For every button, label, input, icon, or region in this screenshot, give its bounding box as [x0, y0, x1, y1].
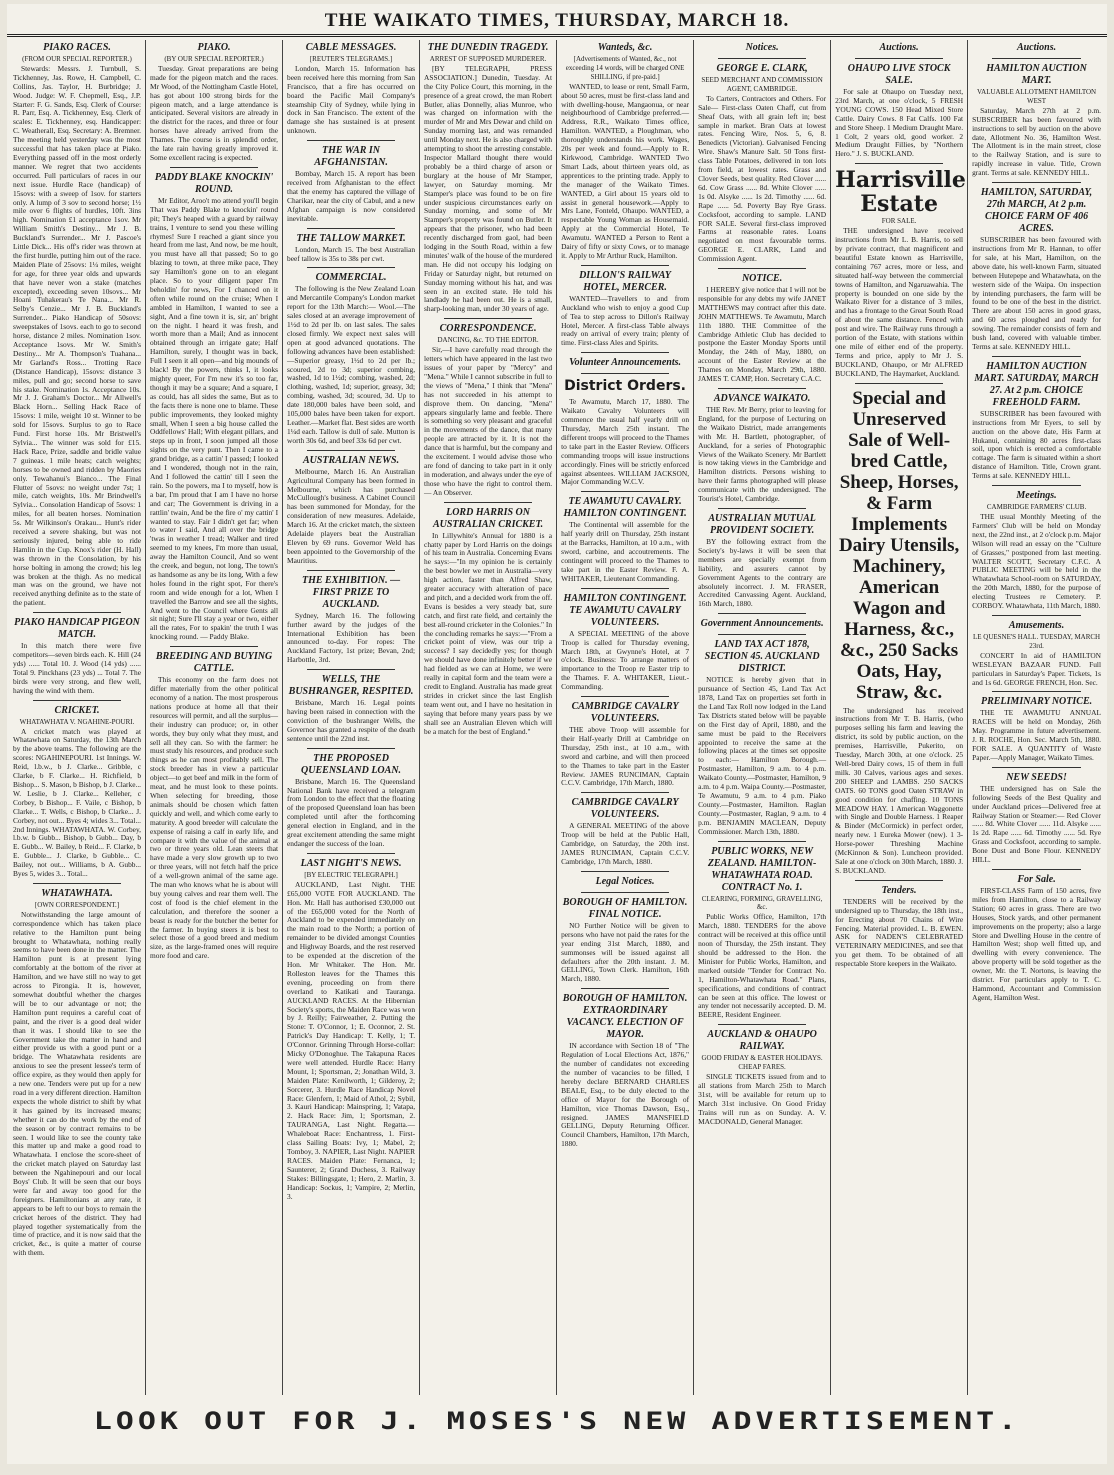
- divider: [992, 58, 1081, 59]
- newspaper-page: [7, 4, 1107, 1464]
- article: [561, 696, 689, 788]
- article-title: Meetings.: [1016, 490, 1057, 502]
- divider: [581, 265, 669, 266]
- article-title: Amusements.: [1008, 619, 1065, 631]
- article-body: Sir,—I have carefully read through the letters which have appeared in the last two issues of your paper by "Mercy" and "Mena." While I cannot subscribe in full to the views of "Mena," I think that "Mena" has not succeeded in his attempt to disprove them. On dancing, "Mena" appears singularly lame and feeble. There is something so very pleasant and graceful in the movements of the dance, that many people are attracted by it. It is not the dance that is harmful, but the company and the excitement. I would advise those who are fond of dancing to take part in it only in moderation, and always under the eye of those who have the right to control them. — An Observer.: [424, 345, 553, 497]
- article-title: AUSTRALIAN MUTUAL PROVIDENT SOCIETY.: [708, 512, 816, 536]
- divider: [307, 570, 395, 571]
- article-title: PIAKO RACES.: [43, 42, 111, 53]
- article-body: Brisbane, March 16. The Queensland National Bank have received a telegram from London to the effect that the floating of the proposed Queensland loan has been completed until after the forthcoming general election in England, and in the great excitement attending the same might endanger the success of the loan.: [287, 776, 416, 848]
- article-subtitle: [REUTER'S TELEGRAMS.]: [309, 55, 393, 63]
- divider: [581, 373, 669, 374]
- divider: [855, 163, 943, 164]
- divider: [718, 634, 806, 635]
- article-body: NO Further Notice will be given to persons who have not paid the rates for the year ending 31st March, 1880, and summonses will be issued against all defaulters after the 20th instant. J. M. GELLING, Town Clerk. Hamilton, 16th March, 1880.: [561, 920, 690, 984]
- article-title: THE EXHIBITION. — FIRST PRIZE TO AUCKLAND.: [302, 574, 401, 610]
- article-body: Brisbane, March 16. Legal points having been raised in connection with the conviction of the bushranger Wells, the Governor has granted a respite of the death sentence until the 22nd inst.: [287, 698, 416, 743]
- divider: [855, 880, 943, 881]
- article: [561, 988, 689, 1149]
- article-title: THE TALLOW MARKET.: [296, 232, 406, 244]
- article-body: SINGLE TICKETS issued from and to all stations from March 25th to March 31st, will be available for return up to March 31st inclusive. On Good Friday Trains will run as on Sunday. A. V. MACDONALD, General Manager.: [698, 1072, 827, 1126]
- column-4: [420, 40, 557, 1395]
- article-body: A GENERAL MEETING of the above Troop will be held at the Public Hall, Cambridge, on Saturday, the 20th inst. JAMES RUNCIMAN, Captain C.C.V. Cambridge, 17th March, 1880.: [561, 821, 690, 866]
- article-title: DILLON'S RAILWAY HOTEL, MERCER.: [579, 269, 672, 293]
- article: [698, 1024, 826, 1126]
- article-title: Wanteds, &c.: [597, 42, 653, 53]
- article: [287, 42, 415, 136]
- article-body: The Continental will assemble for the half yearly drill on Thursday, 25th instant at the Barracks, Hamilton, at 10 a.m., with sword, carbine, and accoutrements. The contingent will proceed to the Thames to take part in the Easter Review. F. A. WHITAKER, Lieutenant Commanding.: [561, 520, 690, 583]
- article-title: BREEDING AND BUYING CATTLE.: [155, 651, 273, 675]
- divider: [307, 267, 395, 268]
- article-title: LORD HARRIS ON AUSTRALIAN CRICKET.: [432, 506, 544, 530]
- article: [698, 42, 826, 54]
- article-subtitle: [OWN CORRESPONDENT.]: [34, 900, 120, 909]
- column-8: [968, 40, 1105, 1395]
- article-body: In this match there were five competitors—seven birds each. K. Hill (24 yds) ...... Total 10. J. Wood (14 yds) ...... Total 9. Pinckhans (23 yds) ... Total 7. The birds were very strong, and flew well, having the wind with them.: [13, 641, 142, 695]
- article-body: Te Awamutu, March 17, 1880. The Waikato Cavalry Volunteers will commence the usual half yearly drill on Thursday, March 25th instant. The different troops will proceed to the Thames to take part in the Easter Review. Officers commanding troops will issue instructions accordingly. Fines will be strictly enforced against absentees. WILLIAM JACKSON, Major Commanding W.C.V.: [561, 397, 690, 487]
- article: [835, 42, 963, 54]
- article-body: Notwithstanding the large amount of correspondence which has taken place relative to the Hamilton punt being brought to Whatawhata, nothing really seems to have been done in the matter. The Hamilton punt is at present lying comfortably at the bottom of the river at Hamilton, and we have still no way to get across to Pirongia. It is, however, somewhat doubtful whether the charges will be to our advantage or not; the Hamilton punt requires a careful coat of paint, and the river is a good deal wider than it was. I should like to see the Government take the matter in hand and either provide us with a good punt or a bridge. The Whatawhata residents are anxious to see the present lessee's term of office expire, as they would then apply for a new one. Tenders were put up for a new road in a very different direction. Hamilton expects the whole district to shift by what it has gained by its increased means; whether it can do the work by the end of the season or by contract remains to be seen. I would like to see the county take this matter up and make a good road to Whatawhata. I enclose the score-sheet of the cricket match played on Saturday last between the Ngahinepouri and our local Boys' Club. It will be seen that our boys were far and away too good for the foreigners. Hamiltonians at any rate, it appears to be left to our boys to remain the cricket heroes of the district. They had played together systematically from the time of practice, and it is now said that the cricket, &c., is quite a matter of course with them.: [13, 909, 142, 1258]
- divider: [581, 988, 669, 989]
- divider: [718, 1024, 806, 1025]
- article-title: NOTICE.: [741, 273, 783, 285]
- article-body: London, March 15. Information has been received here this morning from San Francisco, that a fire has occurred on board the Pacific Mail Company's steamship City of Sydney, while lying in dock in San Francisco. The extent of the damage she has sustained is at present unknown.: [287, 63, 416, 136]
- article-subtitle: [Advertisements of Wanted, &c., not exceeding 14 words, will be charged ONE SHILLING, if pre-paid.]: [565, 55, 685, 81]
- article-subtitle: [BY ELECTRIC TELEGRAPH.]: [304, 870, 398, 879]
- divider: [855, 58, 943, 59]
- footer-banner: [47, 1402, 1067, 1442]
- article: [561, 373, 689, 487]
- article-body: THE undersigned has on Sale the following Seeds of the Best Quality and under Auckland prices—Delivered free at Railway Station or Steamer:— Red Clover ...... 8d. White Clover ...... 11d. Alsyke ...... 1s 2d. Rape ...... 6d. Timothy ...... 5d. Rye Grass and Cocksfoot, according to sample. Bone Dust and Bone Flour. KENNEDY HILL.: [972, 783, 1101, 865]
- article: [561, 892, 689, 984]
- column-2: [146, 40, 283, 1395]
- article-title: CAMBRIDGE CAVALRY VOLUNTEERS.: [571, 797, 679, 821]
- footer-text: LOOK OUT FOR J. MOSES'S NEW ADVERTISEMENT.: [93, 1407, 1021, 1436]
- article-title: PADDY BLAKE KNOCKIN' ROUND.: [154, 171, 274, 195]
- divider: [581, 696, 669, 697]
- article-body: The undersigned has received instructions from Mr T. B. Harris, (who purposes selling his farm and leaving the district, its sold by public auction, on the premises, Harrisville, Pukerito, on Tuesday, March 30th, at one o'clock. 25 Well-bred Dairy cows, 15 of them in full milk. 30 Calves, various ages and sexes. 200 SHEEP and LAMBS. 250 SACKS OATS. 60 TONS good Oaten STRAW in good condition for chaffing. 10 TONS MEADOW HAY. 1 American Waggonette with Single and Double Harness. 1 Reaper & Binder (McCormick) in perfect order, nearly new. 1 Eureka Mower (new). 1 3-Horse-power Threshing Machine (McKinnon & Son). Luncheon provided. Sale at one o'clock on 30th March, 1880. J. S. BUCKLAND.: [835, 705, 964, 875]
- article-title: WHATAWHATA.: [41, 887, 113, 899]
- article-title: LAND TAX ACT 1878, SECTION 45. AUCKLAND DISTRICT.: [704, 639, 820, 675]
- article-title: HAMILTON AUCTION MART.: [986, 63, 1087, 86]
- masthead: THE WAIKATO TIMES, THURSDAY, MARCH 18.: [7, 8, 1107, 37]
- divider: [33, 612, 121, 613]
- article-body: IN accordance with Section 18 of "The Regulation of Local Elections Act, 1876," the number of candidates not exceeding the number of vacancies to be filled, I hereby declare BERNARD CHARLES BEALE, Esq., to be duly elected to the office of Mayor for the Borough of Hamilton, vice Thomas Dawson, Esq., resigned. JAMES MANSFIELD GELLING, Deputy Returning Officer. Council Chambers, Hamilton, 17th March, 1880.: [561, 1041, 690, 1149]
- article-subtitle: CAMBRIDGE FARMERS' CLUB.: [986, 503, 1087, 512]
- article-body: CONCERT In aid of HAMILTON WESLEYAN BAZAAR FUND. Full particulars in Saturday's Paper. Tickets, 1s and 1s 6d. GEORGE FRENCH, Hon. Sec.: [972, 650, 1101, 687]
- article-body: To Carters, Contractors and Others. For Sale— First-class Oaten Chaff, cut from Sheaf Oats, with all grain left in; best sample in market. Bran Oats at lowest rates. Fencing Wire, Nos. 5, 6, 8. Benedicts (Victorian). Galvanised Fencing Wire. Shaw's Manure Salt. 50 Tons first-class Table Potatoes, delivered in ton lots from field, at lowest rates. Grass and Clover Seeds, best quality. Red Clover ...... 6d. Cow Grass ...... 8d. White Clover ...... 1s 0d. Alsyke ...... 1s 2d. Timothy ...... 6d. Rape ...... 5d. Poverty Bay Rye Grass. Cocksfoot, according to sample. LAND FOR SALE. Several first-class improved Farms at reasonable rates. Loans negotiated on most favourable terms. GEORGE E. CLARK, Land and Commission Agent.: [698, 93, 827, 264]
- divider: [718, 841, 806, 842]
- article-title: CORRESPONDENCE.: [439, 323, 537, 335]
- column-5: [557, 40, 694, 1395]
- column-6: [694, 40, 831, 1395]
- divider: [581, 892, 669, 893]
- divider: [718, 268, 806, 269]
- article-title: Special and Unreserved Sale of Well-bred Cattle, Sheep, Horses, & Farm Implements Dairy Utensils, Machinery, American Wagon and Harness, &c., &c., 250 Sacks Oats, Hay, Straw, &c.: [838, 387, 960, 703]
- divider: [307, 450, 395, 451]
- article: [150, 646, 278, 961]
- article-subtitle: SEED MERCHANT AND COMMISSION AGENT, CAMBRIDGE.: [701, 76, 823, 93]
- article-body: FIRST-CLASS Farm of 150 acres, five miles from Hamilton, close to a Railway Station; 60 acres in grass. There are two Houses, Stock yards, and other permanent improvements on the property; also a large Store and Dwelling House in the centre of Hamilton West; shop well fitted up, and dwelling with every convenience. The above property will be sold together as the owner, Mr. the T. Nortons, is leaving the district. For particulars apply to T. C. Hammond, Accountant and Commission Agent, Hamilton West.: [972, 886, 1101, 1002]
- article: [698, 634, 826, 836]
- article: [698, 613, 826, 630]
- article: [561, 42, 689, 261]
- article: [424, 502, 552, 737]
- article-title: Legal Notices.: [595, 875, 655, 887]
- article-body: THE Rev. Mr Berry, prior to leaving for England, for the purpose of Lecturing on the Waikato District, made arrangements with Mr. H. Bartlett, photographer, of Auckland, for a series of Photographic Views of the Waikato Scenery. Mr Bartlett is now taking views in the Cambridge and Hamilton districts. Persons wishing to have their farms photographed will please communicate with the undersigned. The Tourist's Hotel, Cambridge.: [698, 405, 827, 504]
- article-title: Government Announcements.: [700, 618, 824, 630]
- article: [972, 767, 1101, 865]
- divider: [307, 853, 395, 854]
- article-body: THE TE AWAMUTU ANNUAL RACES will be held on Monday, 26th May. Programme in future advertisement. J. R. ROCHE, Hon. Sec. March 5th, 1880. FOR SALE. A QUANTITY of Waste Paper.—Apply Manager, Waikato Times.: [972, 708, 1101, 762]
- article-title: Harrisville Estate: [835, 167, 966, 218]
- article-body: Melbourne, March 16. An Australian Agricultural Company has been formed in Melbourne, which has purchased McCullough's business. A Cabinet Council has been summoned for Monday, for the consideration of new measures. Adelaide, March 16. At the cricket match, the sixteen Adelaide players beat the Australian Eleven by 69 runs. Governor Weld has been appointed to the Governorship of the Mauritius.: [287, 466, 416, 565]
- article-body: SUBSCRIBER has been favoured with instructions from Mr R. Hannan, to offer for sale, at his Mart, Hamilton, on the above date, his well-known Farm, situated between Hutepepe and Whatawhata, on the western side of the Waipa. On inspection by intending purchasers, the farm will be found to be one of the best in the district. There are about 150 acres in good grass, and 60 acres ploughed and ready for sowing. The remainder consists of fern and bush land, covered with valuable timber. Terms at sale. KENNEDY HILL.: [972, 235, 1101, 351]
- divider: [718, 613, 806, 614]
- article: [13, 42, 141, 608]
- article-title: Notices.: [745, 42, 779, 53]
- article-title: Auctions.: [1016, 42, 1057, 53]
- article-body: Public Works Office, Hamilton, 17th March, 1880. TENDERS for the above contract will be received at this office until noon of Thursday, the 25th instant. They should be addressed to the Hon. the Minister for Public Works, Hamilton, and marked outside "Tender for Contract No. 1, Hamilton-Whatawhata Road." Plans, specifications, and conditions of contract can be seen at this office. The lowest or any tender not necessarily accepted. D. M. BEERE, Resident Engineer.: [698, 912, 827, 1020]
- article-title: WELLS, THE BUSHRANGER, RESPITED.: [288, 674, 414, 698]
- article-title: GEORGE E. CLARK,: [716, 63, 808, 74]
- divider: [992, 485, 1081, 486]
- divider: [307, 140, 395, 141]
- article-title: Auctions.: [879, 42, 919, 53]
- article-title: Tenders.: [881, 884, 917, 896]
- article: [287, 140, 415, 223]
- article: [972, 869, 1101, 1003]
- article-body: Tuesday. Great preparations are being made for the pigeon match and the races. Mr Wood, of the Nottingham Castle Hotel, has got about 100 strong birds for the pigeon match, and a large attendance is anticipated. Several visitors are already in the district for the races, and three or four horses have already arrived from the Thames. The course is in splendid order, the late rain having greatly improved it. Some excellent racing is expected.: [150, 63, 279, 162]
- divider: [992, 356, 1081, 357]
- divider: [444, 318, 532, 319]
- article-subtitle: (BY OUR SPECIAL REPORTER.): [164, 55, 264, 63]
- article-body: THE undersigned have received instructions from Mr L. B. Harris, to sell by private contract, that magnificent and beautiful Estate known as Harrisville, containing 767 acres, more or less, and situated half-way between the commercial towns of Hamilton, and Ngaruawahia. The property is bounded on one side by the Waikato River for a distance of 3 miles, and has a frontage to the Great South Road of about the same distance. Fenced with post and wire. The Railway runs through a portion of the Estate, with stations within one mile of either end of the property. Terms and price, apply to Mr J. S. BUCKLAND, Ohaupo, or Mr ALFRED BUCKLAND, The Haymarket, Auckland.: [835, 226, 964, 378]
- article: [287, 669, 415, 744]
- divider: [855, 383, 943, 384]
- article: [972, 42, 1101, 54]
- article-body: AUCKLAND, Last Night. THE £65,000 VOTE FOR AUCKLAND. The Hon. Mr. Hall has authorised £30,000 out of the £65,000 voted for the North of Auckland to be expended immediately on the main road to the North; a portion of remainder to be divided amongst Counties and Highway Boards, and the rest reserved to be expended at the discretion of the Hon. Mr Whitaker. The Hon. Mr. Rolleston leaves for the Thames this evening, proceeding on from there overland to Katikati and Tauranga. AUCKLAND RACES. At the Hibernian Society's sports, the Maiden Race was won by J. Reilly; Fairweather, 2. Putting the Stone: T. O'Connor, 1; E. Oconnor, 2. St. Patrick's Day Handicap: T. Kelly, 1; T. O'Connor. Grinning Through Horse-collar: Micky O'Donoghue. The Takapuna Races were well attended. Hurdle Race: Harry Mount, 1; Sportsman, 2; Jonathan Wild, 3. Maiden Plate: Kenilworth, 1; Gilderoy, 2; Sorcerer, 3. Hurdle Race Handicap Novel Race: Glenfern, 1; Maid of Athol, 2; Sybil, 3. Kauri Handicap: Mainspring, 1; Vatapa, 2. Hack Race: Jim, 1; Sportsman, 2. TAURANGA, Last Night. Regatta.—Whaleboat Race: Enchantress, 1. First-class Sailing Boats: Ivy, 1; Mabel, 2; Tomboy, 3. NAPIER, Last Night. NAPIER RACES. Maiden Plate: Fernanca, 1; Saunterer, 2; Grand Duchess, 3. Railway Stakes: Billingsgate, 1; Hero, 2. Marlin, 3. Handicap: Sockus, 1; Vampire, 2; Merlin, 3.: [287, 879, 416, 1201]
- article-body: I HEREBY give notice that I will not be responsible for any debts my wife JANET MATTHEWS may contract after this date. JOHN MATTHEWS. Te Awamutu, March 11th 1880. THE Committee of the Cambridge Athletic Club has decided to postpone the Easter Monday Sports until Monday, the 24th of May, 1880, on account of the Easter Review at the Thames on Monday, March 29th, 1880. JAMES T. CAMP, Hon. Secretary C.A.C.: [698, 285, 827, 384]
- divider: [581, 792, 669, 793]
- divider: [307, 228, 395, 229]
- divider: [33, 700, 121, 701]
- divider: [992, 615, 1081, 616]
- divider: [581, 871, 669, 872]
- article-body: THE usual Monthly Meeting of the Farmers' Club will be held on Monday next, the 22nd inst., at 2 o'clock p.m. Major Wilson will read an essay on the "Culture of Grasses," postponed from last meeting. WALTER SCOTT, Secretary C.F.C. A PUBLIC MEETING will be held in the Whatawhata School-room on SATURDAY, the 20th March, 1880, for the purpose of electing Trustees re Cemetery. P. CORBOY. Whatawhata, 11th March, 1880.: [972, 512, 1101, 611]
- article-body: Saturday, March 27th at 2 p.m. SUBSCRIBER has been favoured with instructions to sell by auction on the above date, Allotment No. 36, Hamilton West. The Allotment is in the main street, close to the Railway Station, and is sure to rapidly increase in value. Title, Crown grant. Terms at sale. KENNEDY HILL.: [972, 105, 1101, 178]
- article: [972, 356, 1101, 481]
- article-title: PRELIMINARY NOTICE.: [980, 696, 1093, 708]
- article-title: CABLE MESSAGES.: [305, 42, 397, 53]
- article-body: NOTICE is hereby given that in pursuance of Section 45, Land Tax Act 1878, Land Tax on properties set forth in the Land Tax Roll now lodged in the Land Tax Districts stated below will be payable on the First day of April, 1880, and the same must be paid to the Receivers appointed to receive the same at the following places at the times set opposite to each:— Hamilton Borough.—Postmaster, Hamilton, 9 a.m. to 4 p.m. Waikato County.—Postmaster, Hamilton, 9 a.m. to 4 p.m. Waipa County.—Postmaster, Te Awamutu, 9 a.m. to 4 p.m. Piako County.—Postmaster, Hamilton. Raglan County.—Postmaster, Raglan, 9 a.m. to 4 p.m. BENJAMIN MACLEAN, Deputy Commissioner. March 13th, 1880.: [698, 675, 827, 836]
- article-title: CAMBRIDGE CAVALRY VOLUNTEERS.: [571, 701, 679, 725]
- article: [972, 615, 1101, 687]
- column-3: [283, 40, 420, 1395]
- article: [287, 570, 415, 665]
- article-title: THE PROPOSED QUEENSLAND LOAN.: [301, 752, 402, 776]
- article: [287, 267, 415, 445]
- article-subtitle: GOOD FRIDAY & EASTER HOLIDAYS. CHEAP FARES.: [701, 1054, 823, 1072]
- article: [561, 588, 689, 692]
- article-title: OHAUPO LIVE STOCK SALE.: [847, 63, 951, 86]
- divider: [992, 767, 1081, 768]
- article-body: This economy on the farm does not differ materially from the other political economy of a nation. The most prosperous nations produce at home all that their resources will permit, and all the surplus—their industry can produce; or, in other words, they buy only what they must, and sell all they can. So with the farmer: he must study his resources, and produce such things as he can most profitably sell. The stock breeder has in view a particular object—to get beef and milk in the form of meat, and he must look to these points. When selecting for breeding, those animals should be chosen which fatten quickly and well, and which come early to maturity. A good breeder will calculate the expense of raising a calf in early life, and compare it with the value of the animal at two or three years old. Lean steers that have made a very slow growth up to two or three years, will not fetch half the price of a well-grown animal of the same age. The man who knows what he is about will buy young calves and rear them well. The cost of food is the chief element in the calculation, and therefore the sooner a beast is ready for the butcher the better for the farmer. In buying steers it is best to select those of a good breed and medium size, as the large-framed ones will require more food and care.: [150, 675, 279, 961]
- article: [972, 182, 1101, 352]
- article: [972, 58, 1101, 178]
- article-title: For Sale.: [1017, 874, 1056, 885]
- article-title: PUBLIC WORKS, NEW ZEALAND. HAMILTON-WHATAWHATA ROAD. CONTRACT No. 1.: [707, 845, 817, 893]
- article: [835, 163, 966, 378]
- article-title: NEW SEEDS!: [1006, 771, 1067, 783]
- column-7: [831, 40, 968, 1395]
- article-body: SUBSCRIBER has been favoured with instructions from Mr Eyers, to sell by auction on the above date, His Farm at Hukanui, containing 80 acres first-class soil, upon which is erected a comfortable cottage. The farm is situated within a short distance of Hamilton. Title, Crown grant. Terms at sale. KENNEDY HILL.: [972, 408, 1101, 481]
- article: [835, 880, 963, 969]
- article-title: HAMILTON AUCTION MART. SATURDAY, MARCH 27. At 2 p.m. CHOICE FREEHOLD FARM.: [974, 360, 1099, 408]
- article-title: COMMERCIAL.: [315, 272, 387, 284]
- article-body: In Lillywhite's Annual for 1880 is a chatty paper by Lord Harris on the doings of his team in Australia. Concerning Evans he says:—"In my opinion he is certainly the best bowler we met in Australia—very high action, faster than Alfred Shaw, greater accuracy with alteration of pace and pitch, and a decided work from the off. Evans is besides a very steady bat, sure catch, and first rate field, and certainly the best all-round cricketer in the Colonies." In the concluding remarks he says:—"From a cricket point of view, was our trip a success? I say decidedly yes; for though we should have done infinitely better if we had fielded as we can at Home, we were really in capital form and the team were a credit to England. Australia has made great strides in cricket since the last English team went out, and I have no hesitation in saying that before many years pass by we shall see an Australian Eleven which will be a match for the best of England.": [424, 530, 553, 736]
- article-body: The following is the New Zealand Loan and Mercantile Company's London market report for the 13th March:— Wool.—The sales closed at an average improvement of 1½d to 2d per lb. on last sales. The sales closed firmly. We expect next sales will open at good advanced quotations. The following advances have been established:—Superior greasy, 1½d to 2d per lb.; scoured, 2d to 3d; superior combing, washed, 1d to 1½d; combing, washed, 2d; clothing, washed, 1d; superior, greasy, 3d; combing, washed, 3d; scoured, 3d. Up to date 180,000 bales have been sold, and 105,000 bales have been taken for export. Leather.—Market flat. Best sides are worth 1¼d each. Tallow is dull of sale. Mutton is worth 30s 6d, and beef 33s 6d per cwt.: [287, 284, 416, 445]
- article: [424, 318, 552, 497]
- article-title: PIAKO.: [197, 42, 231, 53]
- article: [835, 383, 963, 876]
- article: [972, 485, 1101, 611]
- article: [561, 491, 689, 583]
- article-title: AUSTRALIAN NEWS.: [302, 454, 400, 466]
- article-title: HAMILTON, SATURDAY, 27th MARCH, At 2 p.m. CHOICE FARM OF 406 ACRES.: [980, 187, 1093, 235]
- article-subtitle: LE QUESNE'S HALL. TUESDAY, MARCH 23rd.: [972, 632, 1101, 650]
- article: [561, 352, 689, 369]
- divider: [581, 588, 669, 589]
- article: [698, 841, 826, 1021]
- divider: [170, 646, 258, 647]
- article-body: Mr Editor, Aroo't mo attend you'll begin That was Paddy Blake to knockin' round pit; They's heaped with a guard by railway trains, I venture to send you these willing rhymes! Sure I reached a giant since you heard from me last, And now, be me hoult, you must have all that passed; So to go blazing to town, at three mike pace, They say Hamilton's gone on to an elegant place. So to your diligent paper I'm beholdin' for news, For I chanced on it often while round on the cruise; When I ambled in Hamilton, I wanted to see a sight, And a fine town it is, sir, an' bright on the night. I heard it was fresh, and worth more than a Mail; And as innocent obtained through an irrigate gate; Half Hamilton, surely, I thought was in back, Full I seen it all open—and big mounds of black! By the powers, thinks I, it looks mighty queer, For I'm new it's so too far, though it may be a square; And a square, I as could, has all sides the same, But as to the facts there is none one to blame. These public improvements, they looked mighty small, When I seen a big house called the Oddfellows' Hall; With elegant pillars, and steps up in front, I soon jumped all those sights on the very punt. Then I came to a grand bridge, as a cattin' I passed; I looked and I wondered, though not in the rain, And I followed the cattin' till I seen the rain. So the powers, ma I to myself, how is a bar, I'm proud that I am I have no horse and car; The Government is driving in a rattlin' twain, And be the fire o' my cattin' I wanted to stay. Fair I didn't get far; when to water I said, And all over the bridge 'twas in weather I tread; Walker and tired seemed to my knees, I'm more than usual, away the Hamilton Council, And so went the creek, and begun, not long, The town's as handsome as any be its long, With a few holes found in the right spot, For there's room and wide enough for a lot, When I travelled the Barrow and see all the sights, And went to the Council where Gents all sit night; Sure I'll stay a year or two, either all the rates, For to spakin' the truth I was knocking round. — Paddy Blake.: [150, 195, 279, 642]
- article-subtitle: ARREST OF SUPPOSED MURDERER.: [429, 55, 547, 63]
- divider: [992, 182, 1081, 183]
- article-body: Bombay, March 15. A report has been received from Afghanistan to the effect that the enemy has captured the village of Charikar, near the city of Cabul, and a new Afghan campaign is now considered inevitable.: [287, 169, 416, 223]
- article: [561, 792, 689, 867]
- article-title: Volunteer Announcements.: [569, 357, 682, 369]
- article-title: AUCKLAND & OHAUPO RAILWAY.: [707, 1029, 817, 1053]
- divider: [718, 388, 806, 389]
- article-body: For sale at Ohaupo on Tuesday next, 23rd March, at one o'clock, 5 FRESH YOUNG COWS. 150 Head Mixed Store Cattle. Dairy Cows. 8 Fat Calfs. 100 Fat and Store Sheep. 1 Medium Draught Mare. 1 Colt, 2 years old, good worker. 2 Medium Draught Fillies, by "Northern Hero." J. S. BUCKLAND.: [835, 87, 964, 159]
- article-title: LAST NIGHT'S NEWS.: [300, 857, 402, 869]
- article-title: BOROUGH OF HAMILTON. FINAL NOTICE.: [562, 896, 688, 920]
- divider: [444, 502, 532, 503]
- divider: [992, 869, 1081, 870]
- divider: [33, 883, 121, 884]
- article-subtitle: (FROM OUR SPECIAL REPORTER.): [22, 55, 132, 63]
- article-title: CRICKET.: [54, 704, 100, 716]
- article: [150, 42, 278, 163]
- article: [287, 450, 415, 566]
- article-title: ADVANCE WAIKATO.: [713, 393, 811, 404]
- divider: [307, 748, 395, 749]
- column-1: [9, 40, 146, 1395]
- article: [287, 748, 415, 849]
- article: [698, 388, 826, 504]
- article-body: [BY TELEGRAPH, PRESS ASSOCIATION.] Dunedin, Tuesday. At the City Police Court, this morning, in the presence of a great crowd, the man Robert Butler, alias Donnelly, alias Munroe, who was charged on information with the murder of Mr and Mrs Dewar and child on Sunday morning last, and was remanded until Monday next. He is also charged with attempting to shoot the arresting constable. Inspector Mallard thought there would probably be a third charge of arson or burglary at the house of Mr Stamper, lawyer, on Saturday morning. Mr Stamper's place was found to be on fire under suspicious circumstances early on Sunday morning, and some of Mr Stamper's property was found on Butler. It appears that the prisoner, who had been recently discharged from gaol, had been lodging in the South Road, within a few minutes' walk of the house of the murdered man. He did not occupy his lodging on Friday or Saturday night, but returned on Sunday morning without his hat, and was seen in an excited state. He told his landlady he had been out. He is a small, sharp-looking man, under 30 years of age.: [424, 63, 553, 314]
- article-body: A SPECIAL MEETING of the above Troop is called for Thursday evening, March 18th, at Gwynne's Hotel, at 7 o'clock. Business: To arrange matters of importance to the Troop re Easter trip to the Thames. F. A. WHITAKER, Lieut.-Commanding.: [561, 628, 690, 692]
- article-subtitle: DANCING, &c. TO THE EDITOR.: [437, 336, 539, 345]
- divider: [992, 691, 1081, 692]
- article-subtitle: CLEARING, FORMING, GRAVELLING, &c.: [701, 894, 823, 912]
- article-subtitle: FOR SALE.: [881, 217, 917, 226]
- divider: [718, 508, 806, 509]
- article: [13, 612, 141, 695]
- article: [698, 58, 826, 264]
- article: [424, 42, 552, 314]
- article-body: BY the following extract from the Society's by-laws it will be seen that members are specially exempt from liability, and assurers cannot by Government Agents to the contrary are absolutely incorrect. J. M. FRASER, Accredited Canvassing Agent. Auckland, 16th March, 1880.: [698, 536, 827, 609]
- article-body: WANTED, to lease or rent, Small Farm, about 50 acres, must be first-class land and with dwelling-house, Mangaonua, or near neighbourhood of Cambridge preferred.—Address, R.R., Waikato Times office, Hamilton. WANTED, a Ploughman, who thoroughly understands his work. Wages, 20s per week and found.—Apply to R. Kirkwood, Cambridge. WANTED Two Smart Lads, about thirteen years old, as apprentices to the printing trade. Apply to the manager of the Waikato Times. WANTED, a Girl about 15 years old to assist in general housework.—Apply to Mrs Lane, Fonteld, Ohaupo. WANTED, a respectable Young Woman as Housemaid. Apply at the Commercial Hotel, Te Awamutu. WANTED a Person to Rent a Dairy of fifty or sixty Cows, or to manage it. Apply to Mr Arthur Ruck, Hamilton.: [561, 81, 690, 260]
- divider: [581, 491, 669, 492]
- article-subtitle: WHATAWHATA V. NGAHINE-POURI.: [19, 717, 135, 726]
- article: [972, 691, 1101, 762]
- article: [13, 883, 141, 1258]
- article: [13, 700, 141, 879]
- article: [561, 265, 689, 348]
- article-body: TENDERS will be received by the undersigned up to Thursday, the 18th inst., for Erecting about 70 Chains of Wire Fencing. Material provided. L. B. EWEN. ASK for NADEN'S CELEBRATED VETERINARY MEDICINES, and see that you get them. To be obtained of all respectable Store keepers in the Waikato.: [835, 896, 964, 969]
- article: [835, 58, 963, 159]
- article-body: A cricket match was played at Whatawhata on Saturday, the 13th March by the above teams. The following are the scores: NGAHINEPOURI. 1st Innings. W. Reid, l.b.w., b J. Clarke... Gribble, c Clarke, b F. Clarke... H. Richfield, b Bishop... S. Mason, b Bishop, b J. Clarke... W. Leslie, b J. Clarke... Kelleher, c Corbey, b Bishop... F. Vaile, c Bishop, b Clarke... T. Wells, c Bishop, b Clarke... J. Corbey, not out... Byes 4; wides 3... Total... 2nd Innings. WHATAWHATA. W. Corbey, l.b.w. b Gubb... Bishop, b Gubb... Day, b E. Gubb... W. Bailey, b Reid... F. Clarke, b E. Gubble... J. Clarke, b Gubble... C. Bailey, not out... Williams, b A. Gubb... Byes 5, wides 3... Total...: [13, 726, 142, 879]
- article: [698, 268, 826, 384]
- article-body: WANTED—Travellers to and from Auckland who wish to enjoy a good Cup of Tea to step across to Dillon's Railway Hotel, Mercer. A first-class Table always ready on arrival of every train; plenty of time. First-class Ales and Spirits.: [561, 293, 690, 348]
- divider: [307, 669, 395, 670]
- article-body: Stewards: Messrs. J. Turnbull, S. Tickhenney, Jas. Rowe, H. Campbell, C. Collins, Jas. Taylor, H. Burbridge; J. Wood. Judge: W. F. Chepmell, Esq., J.P. Starter: F. G. Sands, Esq. Clerk of Course: R. Parr, Esq. A. Tickhenney, Esq. Clerk of scales: E. Tickhenney, esq. Handicapper: C. Weatherall, Esq. Secretary: A. Bremner. The meeting held yesterday was the most successful that has taken place at Piako. Everything passed off in the most orderly manner. We regret that two accidents occurred. Full particulars of races in our next issue. Hurdle Race (handicap) of 15sovs: with a sweep of 1sov. for starters only. A lump of 3 sov to second horse; 1½ mile over 6 flights of hurdles, 10ft. 3ins high. Nomination £1 acceptance 1sov. Mr William Smith's Destiny... Mr J. B. Buckland's Surrender... Mr J. Pascoe's Little Dick... His off's rider was thrown at the first hurdle, putting him out of the race. Maiden Plate of 25sovs: 1¼ miles, weight for age, for three year olds and upwards that have never won a stake (matches excepted), exceeding seven 10sovs... Mr Hoani Tuhakerau's Te Nana... Mr R. Selby's Cenzie... Mr J. B. Buckland's Surrender... Piako Handicap of 50sovs: sweepstakes of 1sovs. each to go to second horse, distance 2 miles. Nomination 1sov. Acceptance 1sovs. Mr W. Smith's Destiny... Mr A. Thompson's Tuahana... Mr Garland's Ross... Trotting Race (Distance Handicap), 15sovs: distance 3 miles, pull and go; second horse to save his stake. Nomination 1s. Acceptance 10s. Mr J. J. Graham's Doctor... Mr Allwell's Black Horn... Selling Hack Race of 15sovs: 1 mile, weight 10 st. Winner to be sold for 15sovs. Surplus to go to Race Fund. First horse 10s. Mr Bristwell's Sylvia... The winner was sold for £15. Hack Race, Prize, saddle and bridle value 7 guineas. 1 mile heats; catch weights; horses to be owned and ridden by Maories only. Tewahanui's Bianco... The Final Flutter of 5sovs: no weight under 7st; 1 mile, catch weights, 10s. Mr Brindwell's Sylvia... Consolation Handicap of 5sovs: 1 miles, for all beaten horses. Nomination 5s. Mr Wilkinson's Orakau... Hunt's rider received a severe shaking, but was not seriously injured, being able to ride Hamlin in the Cup. Knox's rider (H. Hall) was thrown in the Consolation, by his horse bolting in among the crowd; his leg was broken at the thigh. As no medical man was on the ground, we have not received anything definite as to the state of the patient.: [13, 63, 142, 608]
- article-title: HAMILTON CONTINGENT. TE AWAMUTU CAVALRY VOLUNTEERS.: [563, 592, 687, 628]
- article: [561, 871, 689, 888]
- article-title: District Orders.: [564, 378, 687, 395]
- article-body: THE above Troop will assemble for their Half-yearly Drill at Cambridge on Thursday, 25th inst., at 10 a.m., with sword and carbine, and will then proceed to the Thames to take part in the Easter Review. JAMES RUNCIMAN, Captain C.C.V. Cambridge, 17th March, 1880.: [561, 725, 690, 788]
- article: [287, 853, 415, 1202]
- article-subtitle: VALUABLE ALLOTMENT HAMILTON WEST: [976, 88, 1097, 105]
- article: [287, 228, 415, 264]
- article-body: London, March 15. The best Australian beef tallow is 35s to 38s per cwt.: [287, 244, 416, 263]
- article-body: Sydney, March 16. The following further award by the judges of the International Exhibition has been announced to-day. For ropes: The Auckland Factory, 1st prize; Bevan, 2nd; Harbottle, 3rd.: [287, 610, 416, 665]
- article: [698, 508, 826, 609]
- divider: [581, 352, 669, 353]
- article: [150, 167, 278, 642]
- article-title: PIAKO HANDICAP PIGEON MATCH.: [14, 617, 140, 641]
- divider: [718, 58, 806, 59]
- article-title: BOROUGH OF HAMILTON. EXTRAORDINARY VACANCY. ELECTION OF MAYOR.: [562, 993, 688, 1041]
- article-title: THE WAR IN AFGHANISTAN.: [314, 145, 388, 169]
- columns-container: [9, 40, 1105, 1395]
- article-title: TE AWAMUTU CAVALRY. HAMILTON CONTINGENT.: [563, 496, 687, 520]
- divider: [170, 167, 258, 168]
- article-title: THE DUNEDIN TRAGEDY.: [427, 42, 549, 53]
